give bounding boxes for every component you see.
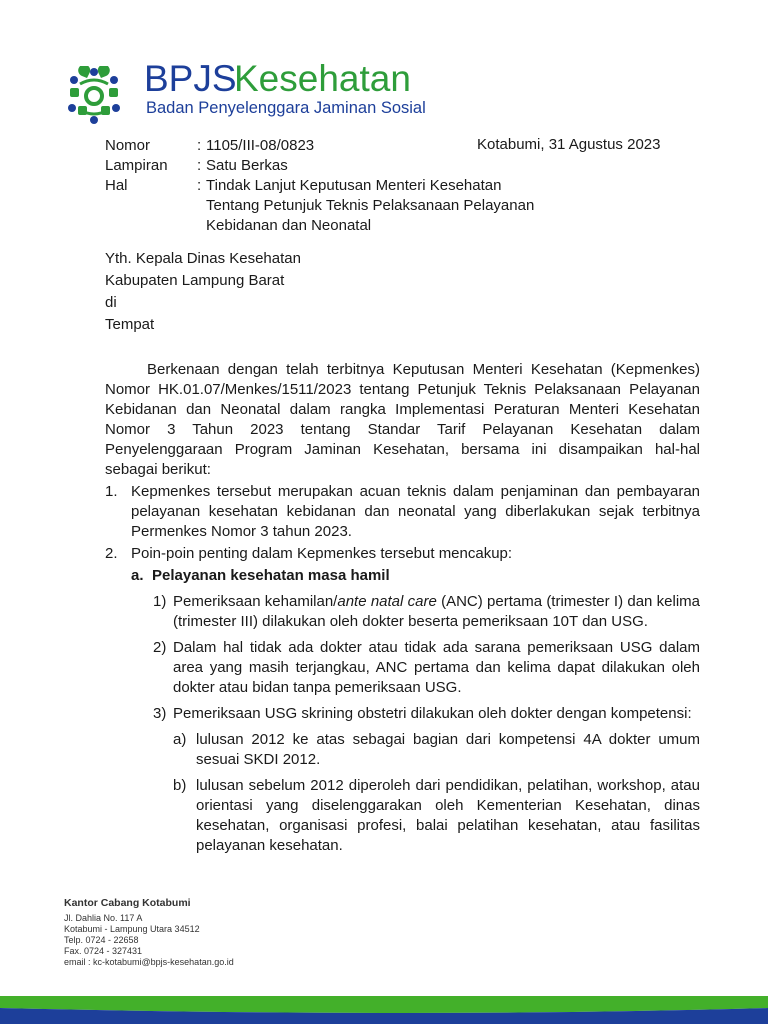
point-2: [105, 638, 700, 698]
colon: :: [197, 137, 202, 154]
list-letter: a.: [131, 567, 144, 584]
brand-secondary: Kesehatan: [234, 58, 411, 99]
address-line: Fax. 0724 - 327431: [64, 946, 143, 956]
colon: :: [197, 177, 202, 194]
lampiran-label: Lampiran: [105, 157, 168, 174]
list-number: 3): [153, 705, 167, 722]
recipient-line: Kabupaten Lampung Barat: [105, 272, 285, 289]
section-heading: Pelayanan kesehatan masa hamil: [152, 567, 390, 584]
address-line: Jl. Dahlia No. 117 A: [64, 913, 143, 923]
bpjs-logo-icon: [64, 66, 124, 126]
text-run: Pemeriksaan kehamilan/: [173, 593, 338, 610]
address-line: Telp. 0724 - 22658: [64, 935, 139, 945]
list-text: Pemeriksaan USG skrining obstetri dilakukan oleh dokter dengan kompetensi:: [173, 705, 692, 722]
list-item-1: [105, 482, 700, 542]
point-3a: [105, 730, 700, 770]
list-text: Dalam hal tidak ada dokter atau tidak ada sarana pemeriksaan USG dalam area yang masih terjangkau, ANC pertama dan kelima dapat dilakukan oleh dokter atau bidan tanpa pemeriksaan USG.: [173, 639, 700, 696]
list-letter: a): [173, 731, 187, 748]
address-line: Kotabumi - Lampung Utara 34512: [64, 924, 200, 934]
text-run: (ANC) pertama (trimester I) dan kelima (trimester III) dilakukan oleh dokter beserta pemeriksaan 10T dan USG.: [173, 593, 700, 630]
list-number: 2): [153, 639, 167, 656]
list-text: Kepmenkes tersebut merupakan acuan teknis dalam penjaminan dan pembayaran pelayanan kesehatan kebidanan dan neonatal yang diberlakukan sejak terbitnya Permenkes Nomor 3 tahun 2023.: [131, 483, 700, 540]
hal-line: Kebidanan dan Neonatal: [206, 217, 372, 234]
list-letter: b): [173, 777, 187, 794]
point-1: [105, 592, 700, 632]
list-text: Poin-poin penting dalam Kepmenkes tersebut mencakup:: [131, 545, 513, 562]
recipient-block: [105, 248, 301, 336]
bpjs-logo: [64, 58, 444, 122]
recipient-line: Tempat: [105, 316, 155, 333]
brand-subtitle: Badan Penyelenggara Jaminan Sosial: [146, 99, 426, 117]
recipient-line: di: [105, 294, 117, 311]
letter-date: Kotabumi, 31 Agustus 2023: [477, 136, 661, 153]
italic-term: ante natal care: [337, 593, 437, 610]
email-line: email : kc-kotabumi@bpjs-kesehatan.go.id: [64, 957, 234, 967]
letter-body: [105, 360, 700, 856]
office-name: Kantor Cabang Kotabumi: [64, 897, 191, 909]
point-3b: [105, 776, 700, 856]
colon: :: [197, 157, 202, 174]
point-3: [105, 704, 700, 724]
list-number: 1.: [105, 483, 118, 500]
list-number: 1): [153, 593, 167, 610]
list-text: lulusan sebelum 2012 diperoleh dari pendidikan, pelatihan, workshop, atau orientasi yang diselenggarakan oleh Kementerian Kesehatan, dinas kesehatan, organisasi profesi, balai pelatihan kesehatan, atau fasilitas pelayanan kesehatan.: [196, 777, 700, 854]
intro-paragraph: Berkenaan dengan telah terbitnya Keputusan Menteri Kesehatan (Kepmenkes) Nomor HK.01.07/Menkes/1511/2023 tentang Petunjuk Teknis Pelaksanaan Pelayanan Kebidanan dan Neonatal dalam rangka Implementasi Peraturan Menteri Kesehatan Nomor 3 Tahun 2023 tentang Standar Tarif Pelayanan Kesehatan dalam Penyelenggaraan Program Jaminan Kesehatan, bersama ini disampaikan hal-hal sebagai berikut:: [105, 361, 700, 478]
nomor-label: Nomor: [105, 137, 151, 154]
recipient-line: Yth. Kepala Dinas Kesehatan: [105, 250, 301, 267]
brand-primary: BPJS: [144, 58, 237, 99]
nomor-value: 1105/III-08/0823: [206, 137, 315, 154]
hal-line: Tentang Petunjuk Teknis Pelaksanaan Pelayanan: [206, 197, 535, 214]
list-text: lulusan 2012 ke atas sebagai bagian dari kompetensi 4A dokter umum sesuai SKDI 2012.: [196, 731, 700, 768]
hal-label: Hal: [105, 177, 128, 194]
footer-color-band: [0, 996, 768, 1024]
footer-address: [64, 898, 234, 968]
sub-item-a: [105, 566, 700, 586]
list-text: [173, 592, 700, 632]
lampiran-value: Satu Berkas: [206, 157, 288, 174]
hal-line: Tindak Lanjut Keputusan Menteri Kesehatan: [206, 177, 502, 194]
list-item-2: [105, 544, 700, 564]
list-number: 2.: [105, 545, 118, 562]
